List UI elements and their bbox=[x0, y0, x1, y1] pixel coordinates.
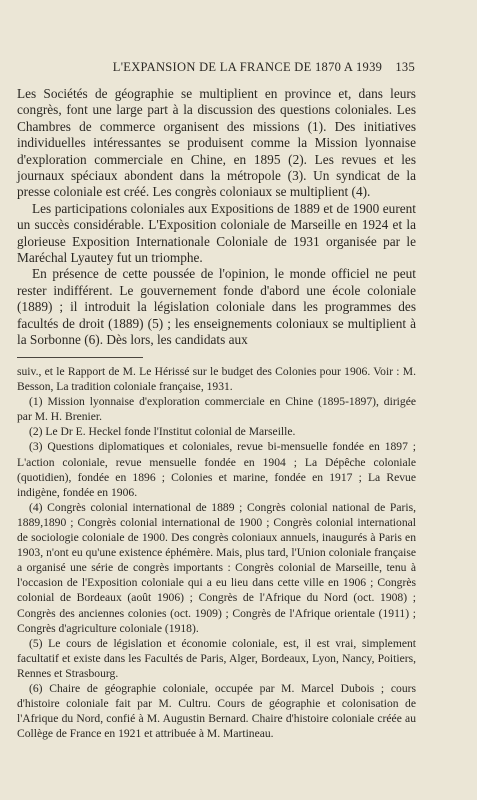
footnote: (4) Congrès colonial international de 1889 ; Congrès colonial national de Paris, 1889,1890 ; Congrès colonial international de 1900 ; Congrès colonial international de sociologie coloniale de 1900. Des congrès coloniaux annuels, inaugurés à Paris en 1903, n'ont eu qu'une existence éphémère. Mais, plus tard, l'Union coloniale française a organisé une série de congrès importants : Congrès colonial de Marseille, tenu à l'occasion de l'Exposition coloniale qui a eu lieu dans cette ville en 1906 ; Congrès colonial de Bordeaux (août 1906) ; Congrès de l'Afrique du Nord (oct. 1908) ; Congrès des anciennes colonies (oct. 1909) ; Congrès de l'Afrique orientale (1911) ; Congrès d'agriculture coloniale (1918). bbox=[17, 500, 416, 635]
main-text bbox=[17, 86, 416, 349]
footnote: (5) Le cours de législation et économie coloniale, est, il est vrai, simplement facultatif et existe dans les Facultés de Paris, Alger, Bordeaux, Lyon, Nancy, Poitiers, Rennes et Strasbourg. bbox=[17, 636, 416, 680]
body-paragraph: Les participations coloniales aux Expositions de 1889 et de 1900 eurent un succès considérable. L'Exposition coloniale de Marseille en 1924 et la glorieuse Exposition Internationale Coloniale de 1931 organisée par le Maréchal Lyautey fut un triomphe. bbox=[17, 200, 416, 266]
footnote: (3) Questions diplomatiques et coloniales, revue bi-mensuelle fondée en 1897 ; L'action coloniale, revue mensuelle fondée en 1904 ; La Dépêche coloniale (quotidien), fondée en 1896 ; Colonies et marine, fondée en 1917 ; La Revue indigène, fondée en 1906. bbox=[17, 440, 416, 499]
footnote: (6) Chaire de géographie coloniale, occupée par M. Marcel Dubois ; cours d'histoire coloniale fait par M. Cultru. Cours de géographie et colonisation de l'Afrique du Nord, confié à M. Augustin Bernard. Chaire d'histoire coloniale créée au Collège de France en 1921 et attribuée à M. Martineau. bbox=[17, 681, 416, 741]
body-paragraph: Les Sociétés de géographie se multiplient en province et, dans leurs congrès, font une large part à la discussion des questions coloniales. Les Chambres de commerce organisent des missions (1). Des initiatives individuelles intéressantes se produisent comme la Mission lyonnaise d'exploration commerciale en Chine, en 1895 (2). Les revues et les journaux spéciaux abondent dans la métropole (3). Un syndicat de la presse coloniale est créé. Les congrès coloniaux se multiplient (4). bbox=[17, 86, 416, 200]
page-number: 135 bbox=[395, 60, 415, 74]
footnote: (1) Mission lyonnaise d'exploration commerciale en Chine (1895-1897), dirigée par M. H. Brenier. bbox=[17, 395, 416, 424]
footnote: (2) Le Dr E. Heckel fonde l'Institut colonial de Marseille. bbox=[29, 425, 296, 439]
body-paragraph: En présence de cette poussée de l'opinion, le monde officiel ne peut rester indifférent. Le gouvernement fonde d'abord une école coloniale (1889) ; il introduit la législation coloniale dans les programmes des facultés de droit (1889) (5) ; les enseignements coloniaux se multiplient à la Sorbonne (6). Dès lors, les candidats aux bbox=[17, 266, 416, 348]
footnotes bbox=[17, 364, 416, 741]
footnote: suiv., et le Rapport de M. Le Hérissé sur le budget des Colonies pour 1906. Voir : M. Besson, La tradition coloniale française, 1931. bbox=[17, 365, 416, 394]
footnote-rule bbox=[17, 357, 143, 358]
running-title: L'EXPANSION DE LA FRANCE DE 1870 A 1939 bbox=[112, 60, 383, 74]
running-header bbox=[60, 60, 415, 75]
